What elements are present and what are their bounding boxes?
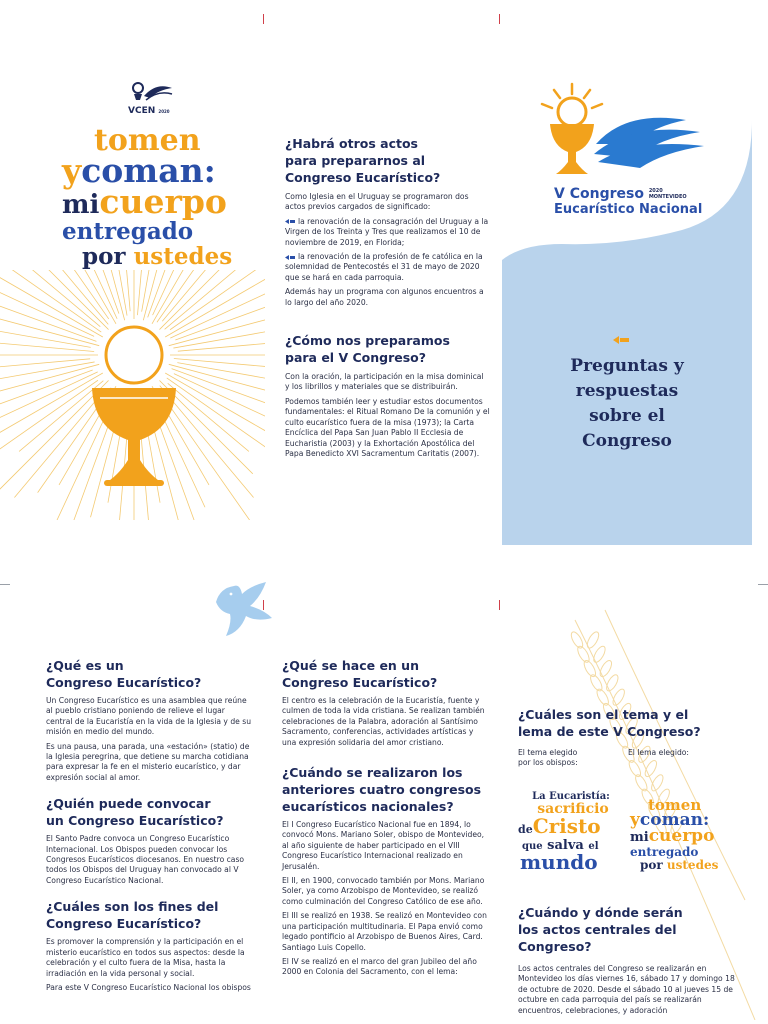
chalice-illustration bbox=[0, 270, 265, 520]
lema-2b: coman: bbox=[639, 810, 710, 830]
sun-ray bbox=[0, 364, 99, 398]
answer-who-convenes bbox=[46, 834, 252, 886]
question-other-acts: ¿Habrá otros actos para prepararnos al Congreso Eucarístico? bbox=[285, 136, 441, 185]
answer-bullet-2: la renovación de la profesión de fe católica en la solemnidad de Pentecostés el 31 de mayo de 2020 que se hará en cada parroquia. bbox=[285, 252, 483, 282]
logo-year: 2020 bbox=[158, 109, 170, 114]
answer-paragraph: Los actos centrales del Congreso se realizarán en Montevideo los días viernes 16, sábado 17 y domingo 18 de octubre de 2020. Desde el sábado 10 al jueves 15 de octubre en cada parroquia del país se realizarán encuentros, celebraciones, y adoración bbox=[518, 964, 735, 1015]
answer-paragraph: El I Congreso Eucarístico Nacional fue en 1894, lo convocó Mons. Mariano Soler, obispo de Montevideo, al año siguiente de haber participado en el VIII Congreso Eucarístico Internacional realizado en Jerusalén. bbox=[282, 820, 485, 871]
lema-2a: y bbox=[630, 810, 640, 830]
answer-paragraph: El Santo Padre convoca un Congreso Eucarístico Internacional. Los Obispos pueden convocar los Congresos Eucarísticos diocesanos. En nuestro caso todos los Obispos del Uruguay han convocado al V Congreso Eucarístico Nacional. bbox=[46, 834, 245, 885]
question-previous-congresses: ¿Cuándo se realizaron los anteriores cuatro congresos eucarísticos nacionales? bbox=[282, 765, 482, 815]
sun-ray bbox=[0, 270, 101, 332]
sun-ray bbox=[170, 270, 265, 330]
question-who-convenes: ¿Quién puede convocar un Congreso Eucarístico? bbox=[46, 796, 224, 829]
answer-bullet-1: la renovación de la consagración del Uruguay a la Virgen de los Treinta y Tres que realizamos el 10 de noviembre de 2019, en Florida; bbox=[285, 216, 489, 247]
answer-intro: Como Iglesia en el Uruguay se programaron dos actos previos cargados de significado: bbox=[285, 192, 469, 212]
question-what-is-done: ¿Qué se hace en un Congreso Eucarístico? bbox=[282, 658, 438, 690]
theme-c: de bbox=[518, 823, 533, 836]
motto-ustedes: ustedes bbox=[133, 243, 233, 270]
motto-entregado: entregado bbox=[62, 218, 194, 245]
congress-title-a: V Congreso bbox=[554, 186, 644, 202]
theme-b: sacrificio bbox=[537, 801, 609, 817]
sun-ray bbox=[143, 270, 177, 320]
crop-mark bbox=[0, 584, 10, 585]
sun-ray bbox=[0, 323, 91, 348]
lema-3b: cuerpo bbox=[648, 826, 715, 846]
question-theme-motto: ¿Cuáles son el tema y el lema de este V Congreso? bbox=[518, 707, 701, 739]
congress-year: 2020 bbox=[648, 188, 663, 194]
answer-paragraph: El II, en 1900, convocado también por Mons. Mariano Soler, ya como Arzobispo de Montevideo, se realizó como culminación del Congreso Católico de ese año. bbox=[282, 876, 485, 906]
lema-1: tomen bbox=[648, 796, 702, 814]
sun-ray bbox=[172, 369, 265, 407]
sun-ray bbox=[165, 270, 265, 337]
theme-g: el bbox=[588, 841, 599, 852]
theme-e: que bbox=[522, 841, 543, 852]
sun-ray bbox=[81, 270, 124, 320]
sun-ray bbox=[0, 380, 109, 499]
answer-outro: Además hay un programa con algunos encuentros a lo largo del año 2020. bbox=[285, 287, 484, 307]
answer-what-is-done bbox=[282, 696, 488, 748]
lema-4: entregado bbox=[630, 845, 699, 859]
motto-coman: coman: bbox=[81, 151, 216, 190]
answer-paragraph: El III se realizó en 1938. Se realizó en Montevideo con una participación multitudinaria. El Papa envió como legado pontificio al Arzobispo de Buenos Aires, Card. Santiago Luis Copello. bbox=[282, 911, 487, 952]
preparation-panel bbox=[285, 135, 490, 463]
wheat-grain bbox=[598, 659, 614, 679]
sun-ray bbox=[15, 270, 108, 330]
theme-motto-labels bbox=[518, 748, 744, 772]
motto-mi: mi bbox=[62, 190, 100, 220]
answer-paragraph: El centro es la celebración de la Eucaristía, fuente y culmen de toda la vida cristiana. Se realizan también celebraciones de la Palabra, adoración al Santísimo Sacramento, conferencias, actividades artísticas y una expresión solidaria del amor cristiano. bbox=[282, 696, 485, 747]
answer-when-where bbox=[518, 964, 740, 1020]
lower-right-column bbox=[518, 706, 744, 1015]
question-when-where: ¿Cuándo y dónde serán los actos centrales del Congreso? bbox=[518, 905, 683, 954]
crop-mark bbox=[499, 600, 500, 610]
answer-previous-congresses bbox=[282, 820, 488, 978]
question-what-is-congress: ¿Qué es un Congreso Eucarístico? bbox=[46, 658, 202, 690]
motto-cuerpo: cuerpo bbox=[99, 182, 227, 221]
sun-ray bbox=[0, 304, 96, 342]
lower-left-column bbox=[46, 657, 252, 997]
motto-por: por bbox=[82, 243, 126, 270]
wheat-grain bbox=[585, 630, 601, 650]
theme-label: El tema elegido bbox=[518, 748, 578, 757]
ornament-icon bbox=[613, 336, 629, 344]
sun-ray bbox=[19, 381, 103, 452]
sun-ray bbox=[19, 270, 100, 327]
theme-d: Cristo bbox=[532, 814, 601, 838]
congress-title-b: Eucarístico Nacional bbox=[554, 202, 703, 217]
dove-logo-icon bbox=[128, 80, 174, 102]
wheat-grain bbox=[591, 644, 607, 664]
wheat-grain bbox=[604, 673, 620, 693]
answer-prayer: Con la oración, la participación en la misa dominical y los librillos y materiales que se distribuirán. bbox=[285, 372, 484, 392]
question-purposes: ¿Cuáles son los fines del Congreso Eucarístico? bbox=[46, 899, 219, 932]
answer-what-is-congress bbox=[46, 696, 252, 783]
logo-text: VCEN bbox=[128, 106, 156, 116]
cover-motto bbox=[62, 123, 262, 270]
lema-3a: mi bbox=[630, 830, 649, 845]
motto-label: El lema elegido: bbox=[628, 748, 689, 757]
theme-label: por los obispos: bbox=[518, 758, 578, 768]
sun-ray bbox=[17, 270, 109, 319]
theme-a: La Eucaristía: bbox=[532, 791, 610, 802]
crop-mark bbox=[263, 14, 264, 24]
crop-mark bbox=[499, 14, 500, 24]
crop-mark bbox=[758, 584, 768, 585]
chevron-bullet-icon bbox=[285, 255, 295, 260]
theme-h: mundo bbox=[520, 850, 598, 874]
answer-paragraph: Un Congreso Eucarístico es una asamblea que reúne al pueblo cristiano poniendo de relieve el lugar central de la Eucaristía en la vida de la Iglesia y de su misión en medio del mundo. bbox=[46, 696, 252, 737]
answer-other-acts bbox=[285, 192, 490, 308]
sun-ray bbox=[0, 372, 98, 441]
sun-ray bbox=[14, 389, 105, 498]
answer-paragraph: Es promover la comprensión y la participación en el misterio eucarístico en todos sus aspectos: desde la celebración y el culto fuera de la Misa, hasta la irradiación en la vida personal y social. bbox=[46, 937, 245, 978]
lower-middle-column bbox=[282, 657, 488, 982]
sun-ray bbox=[169, 364, 265, 407]
theme-lettering bbox=[518, 792, 618, 872]
sun-ray bbox=[177, 363, 265, 388]
congress-city: MONTEVIDEO bbox=[648, 194, 687, 200]
dove-icon bbox=[210, 582, 276, 638]
question-how-prepare: ¿Cómo nos preparamos para el V Congreso? bbox=[285, 333, 450, 366]
back-cover-panel bbox=[502, 60, 752, 545]
lema-5b: ustedes bbox=[666, 858, 719, 872]
sun-ray bbox=[168, 383, 249, 451]
congress-logo-icon bbox=[536, 80, 706, 180]
answer-documents: Podemos también leer y estudiar estos documentos fundamentales: el Ritual Romano De la comunión y el culto eucarístico fuera de la misa (1973); la Carta Encíclica del Papa San Juan Pablo II Ecclesia de Eucharistia (2003) y la Exhortación Apostólica del Papa Benedicto XVI Sacramentum Caritatis (2007). bbox=[285, 396, 490, 458]
sun-ray bbox=[165, 270, 249, 329]
cover-panel bbox=[0, 60, 265, 520]
brochure-subtitle: Preguntas y respuestas sobre el Congreso bbox=[570, 356, 684, 451]
motto-y: y bbox=[62, 151, 82, 190]
lema-5a: por bbox=[640, 858, 663, 872]
answer-paragraph: Para este V Congreso Eucarístico Nacional los obispos bbox=[46, 982, 251, 992]
sun-ray bbox=[0, 340, 94, 351]
sun-ray bbox=[167, 378, 265, 472]
answer-paragraph: Es una pausa, una parada, una «estación» (statio) de la Iglesia peregrina, que detiene su marcha cotidiana para expresar la fe en el misterio eucarístico, y dar expresión social al amor. bbox=[46, 741, 250, 782]
theme-f: salva bbox=[547, 838, 584, 853]
vcen-logo bbox=[128, 80, 174, 117]
sun-ray bbox=[0, 270, 103, 337]
motto-lettering bbox=[630, 798, 740, 871]
congress-title bbox=[554, 186, 744, 217]
answer-paragraph: El IV se realizó en el marco del gran Jubileo del año 2000 en Colonia del Sacramento, con el lema: bbox=[282, 956, 477, 977]
wheat-grain bbox=[611, 687, 627, 707]
answer-purposes bbox=[46, 937, 252, 993]
chevron-bullet-icon bbox=[285, 219, 295, 224]
motto-line-1: tomen bbox=[94, 123, 201, 158]
answer-how-prepare bbox=[285, 372, 490, 459]
